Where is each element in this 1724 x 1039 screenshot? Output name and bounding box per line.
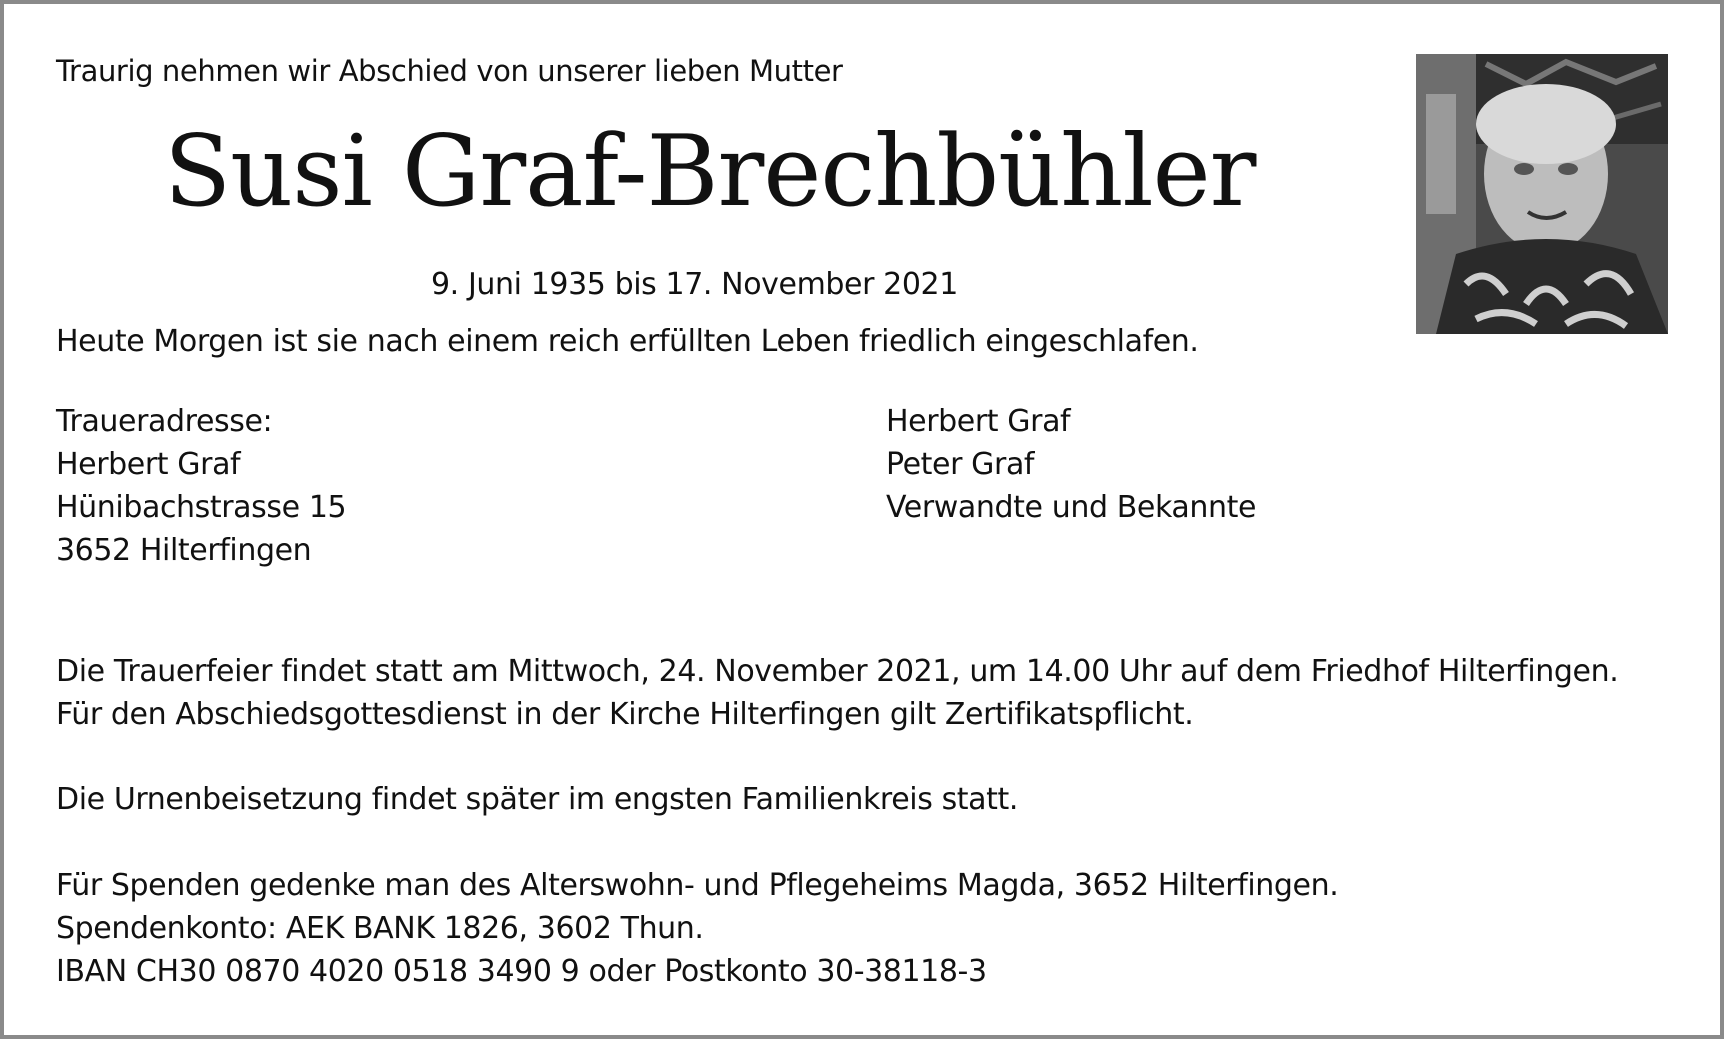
donation-line: Für Spenden gedenke man des Alterswohn- und Pflegeheims Magda, 3652 Hilterfingen. [56,868,1339,903]
family-member: Herbert Graf [886,404,1071,439]
intro-text: Traurig nehmen wir Abschied von unserer lieben Mutter [56,54,843,88]
family-member: Peter Graf [886,447,1035,482]
family-member: Verwandte und Bekannte [886,490,1257,525]
burial-text: Die Urnenbeisetzung findet später im engsten Familienkreis statt. [56,782,1019,817]
life-dates: 9. Juni 1935 bis 17. November 2021 [431,267,958,302]
donation-line: Spendenkonto: AEK BANK 1826, 3602 Thun. [56,911,704,946]
donation-line: IBAN CH30 0870 4020 0518 3490 9 oder Postkonto 30-38118-3 [56,954,987,989]
mourning-address-city: 3652 Hilterfingen [56,533,312,568]
mourning-address-street: Hünibachstrasse 15 [56,490,347,525]
portrait-photo [1416,54,1668,334]
ceremony-line: Die Trauerfeier findet statt am Mittwoch, 24. November 2021, um 14.00 Uhr auf dem Friedhof Hilterfingen. [56,654,1619,689]
mourning-address-name: Herbert Graf [56,447,241,482]
passing-text: Heute Morgen ist sie nach einem reich erfüllten Leben friedlich eingeschlafen. [56,324,1199,359]
deceased-name: Susi Graf-Brechbühler [164,115,1256,229]
ceremony-line: Für den Abschiedsgottesdienst in der Kirche Hilterfingen gilt Zertifikatspflicht. [56,697,1194,732]
mourning-address-label: Traueradresse: [56,404,273,439]
